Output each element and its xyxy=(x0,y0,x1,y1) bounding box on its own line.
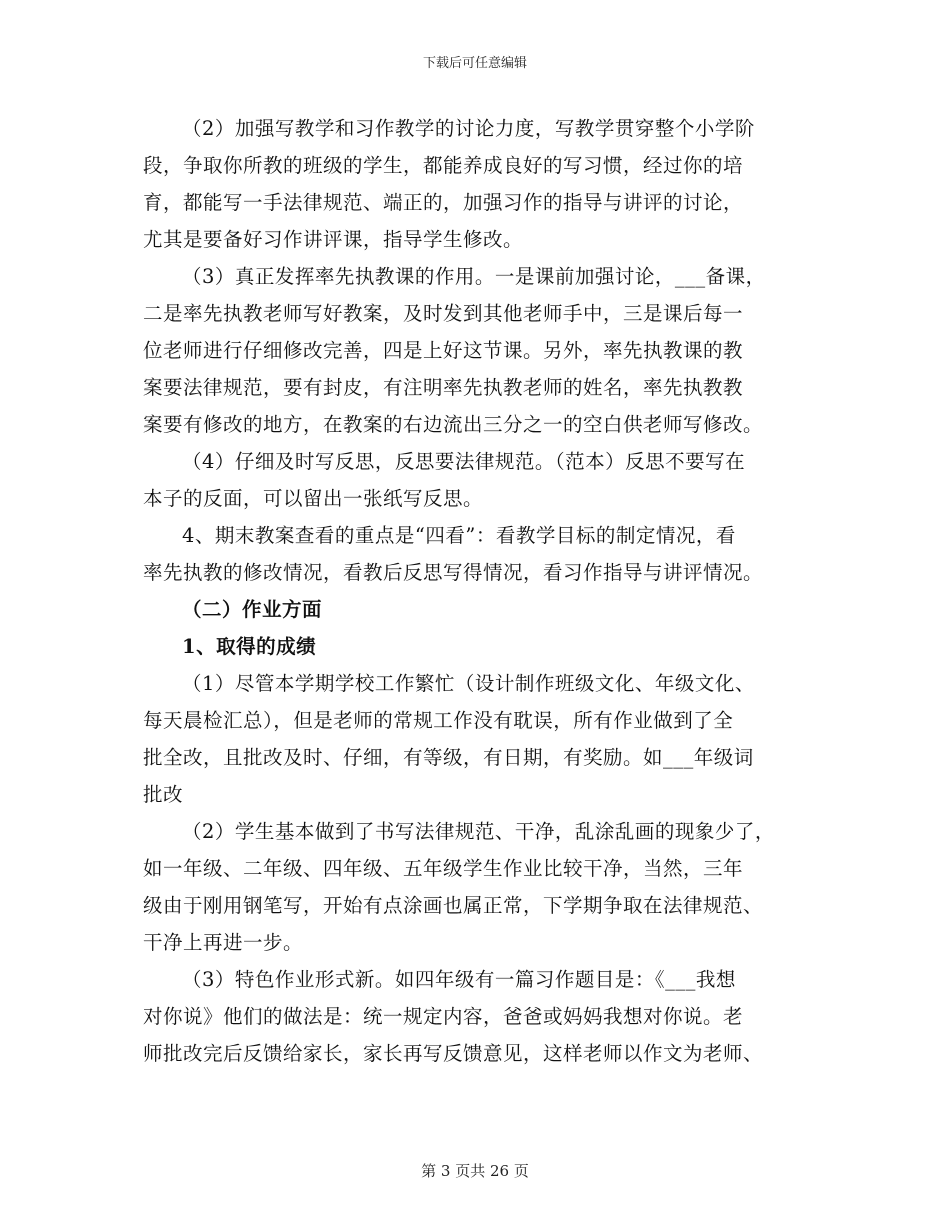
section-heading: 1、取得的成绩 xyxy=(182,635,317,658)
section-heading: （二）作业方面 xyxy=(182,598,323,621)
text-line: 二是率先执教老师写好教案，及时发到其他老师手中，三是课后每一 xyxy=(143,302,744,325)
text-line: 批改 xyxy=(143,783,184,806)
text-line: 案要有修改的地方，在教案的右边流出三分之一的空白供老师写修改。 xyxy=(143,413,764,436)
text-line: 对你说》他们的做法是：统一规定内容，爸爸或妈妈我想对你说。老 xyxy=(143,1005,744,1028)
text-line: 位老师进行仔细修改完善，四是上好这节课。另外，率先执教课的教 xyxy=(143,339,744,362)
text-line: 尤其是要备好习作讲评课，指导学生修改。 xyxy=(143,228,524,251)
text-line: 育，都能写一手法律规范、端正的，加强习作的指导与讲评的讨论， xyxy=(143,191,744,214)
text-line: （4）仔细及时写反思，反思要法律规范。（范本）反思不要写在 xyxy=(182,450,746,473)
text-line: 师批改完后反馈给家长，家长再写反馈意见，这样老师以作文为老师、 xyxy=(143,1042,764,1065)
page-footer: 第 3 页共 26 页 xyxy=(421,1162,529,1180)
text-line: （3）真正发挥率先执教课的作用。一是课前加强讨论，___备课， xyxy=(182,265,766,288)
text-line: 干净上再进一步。 xyxy=(143,931,304,954)
text-line: （3）特色作业形式新。如四年级有一篇习作题目是：《___我想 xyxy=(182,968,736,991)
text-line: 率先执教的修改情况，看教后反思写得情况，看习作指导与讲评情况。 xyxy=(143,561,764,584)
text-line: 批全改，且批改及时、仔细，有等级，有日期，有奖励。如___年级词 xyxy=(143,746,754,769)
text-line: 4、期末教案查看的重点是“四看”：看教学目标的制定情况，看 xyxy=(182,524,736,547)
page-header: 下载后可任意编辑 xyxy=(422,56,527,71)
text-line: 段，争取你所教的班级的学生，都能养成良好的写习惯，经过你的培 xyxy=(143,154,744,177)
text-line: 案要法律规范，要有封皮，有注明率先执教老师的姓名，率先执教教 xyxy=(143,376,744,399)
text-line: 每天晨检汇总），但是老师的常规工作没有耽误，所有作业做到了全 xyxy=(143,709,734,732)
text-line: （2）加强写教学和习作教学的讨论力度，写教学贯穿整个小学阶 xyxy=(182,117,755,140)
text-line: 级由于刚用钢笔写，开始有点涂画也属正常，下学期争取在法律规范、 xyxy=(143,894,764,917)
text-line: （1）尽管本学期学校工作繁忙（设计制作班级文化、年级文化、 xyxy=(182,672,755,695)
document-body xyxy=(143,110,808,1072)
text-line: 如一年级、二年级、四年级、五年级学生作业比较干净，当然，三年 xyxy=(143,857,744,880)
text-line: （2）学生基本做到了书写法律规范、干净，乱涂乱画的现象少了， xyxy=(182,820,775,843)
text-line: 本子的反面，可以留出一张纸写反思。 xyxy=(143,487,484,510)
